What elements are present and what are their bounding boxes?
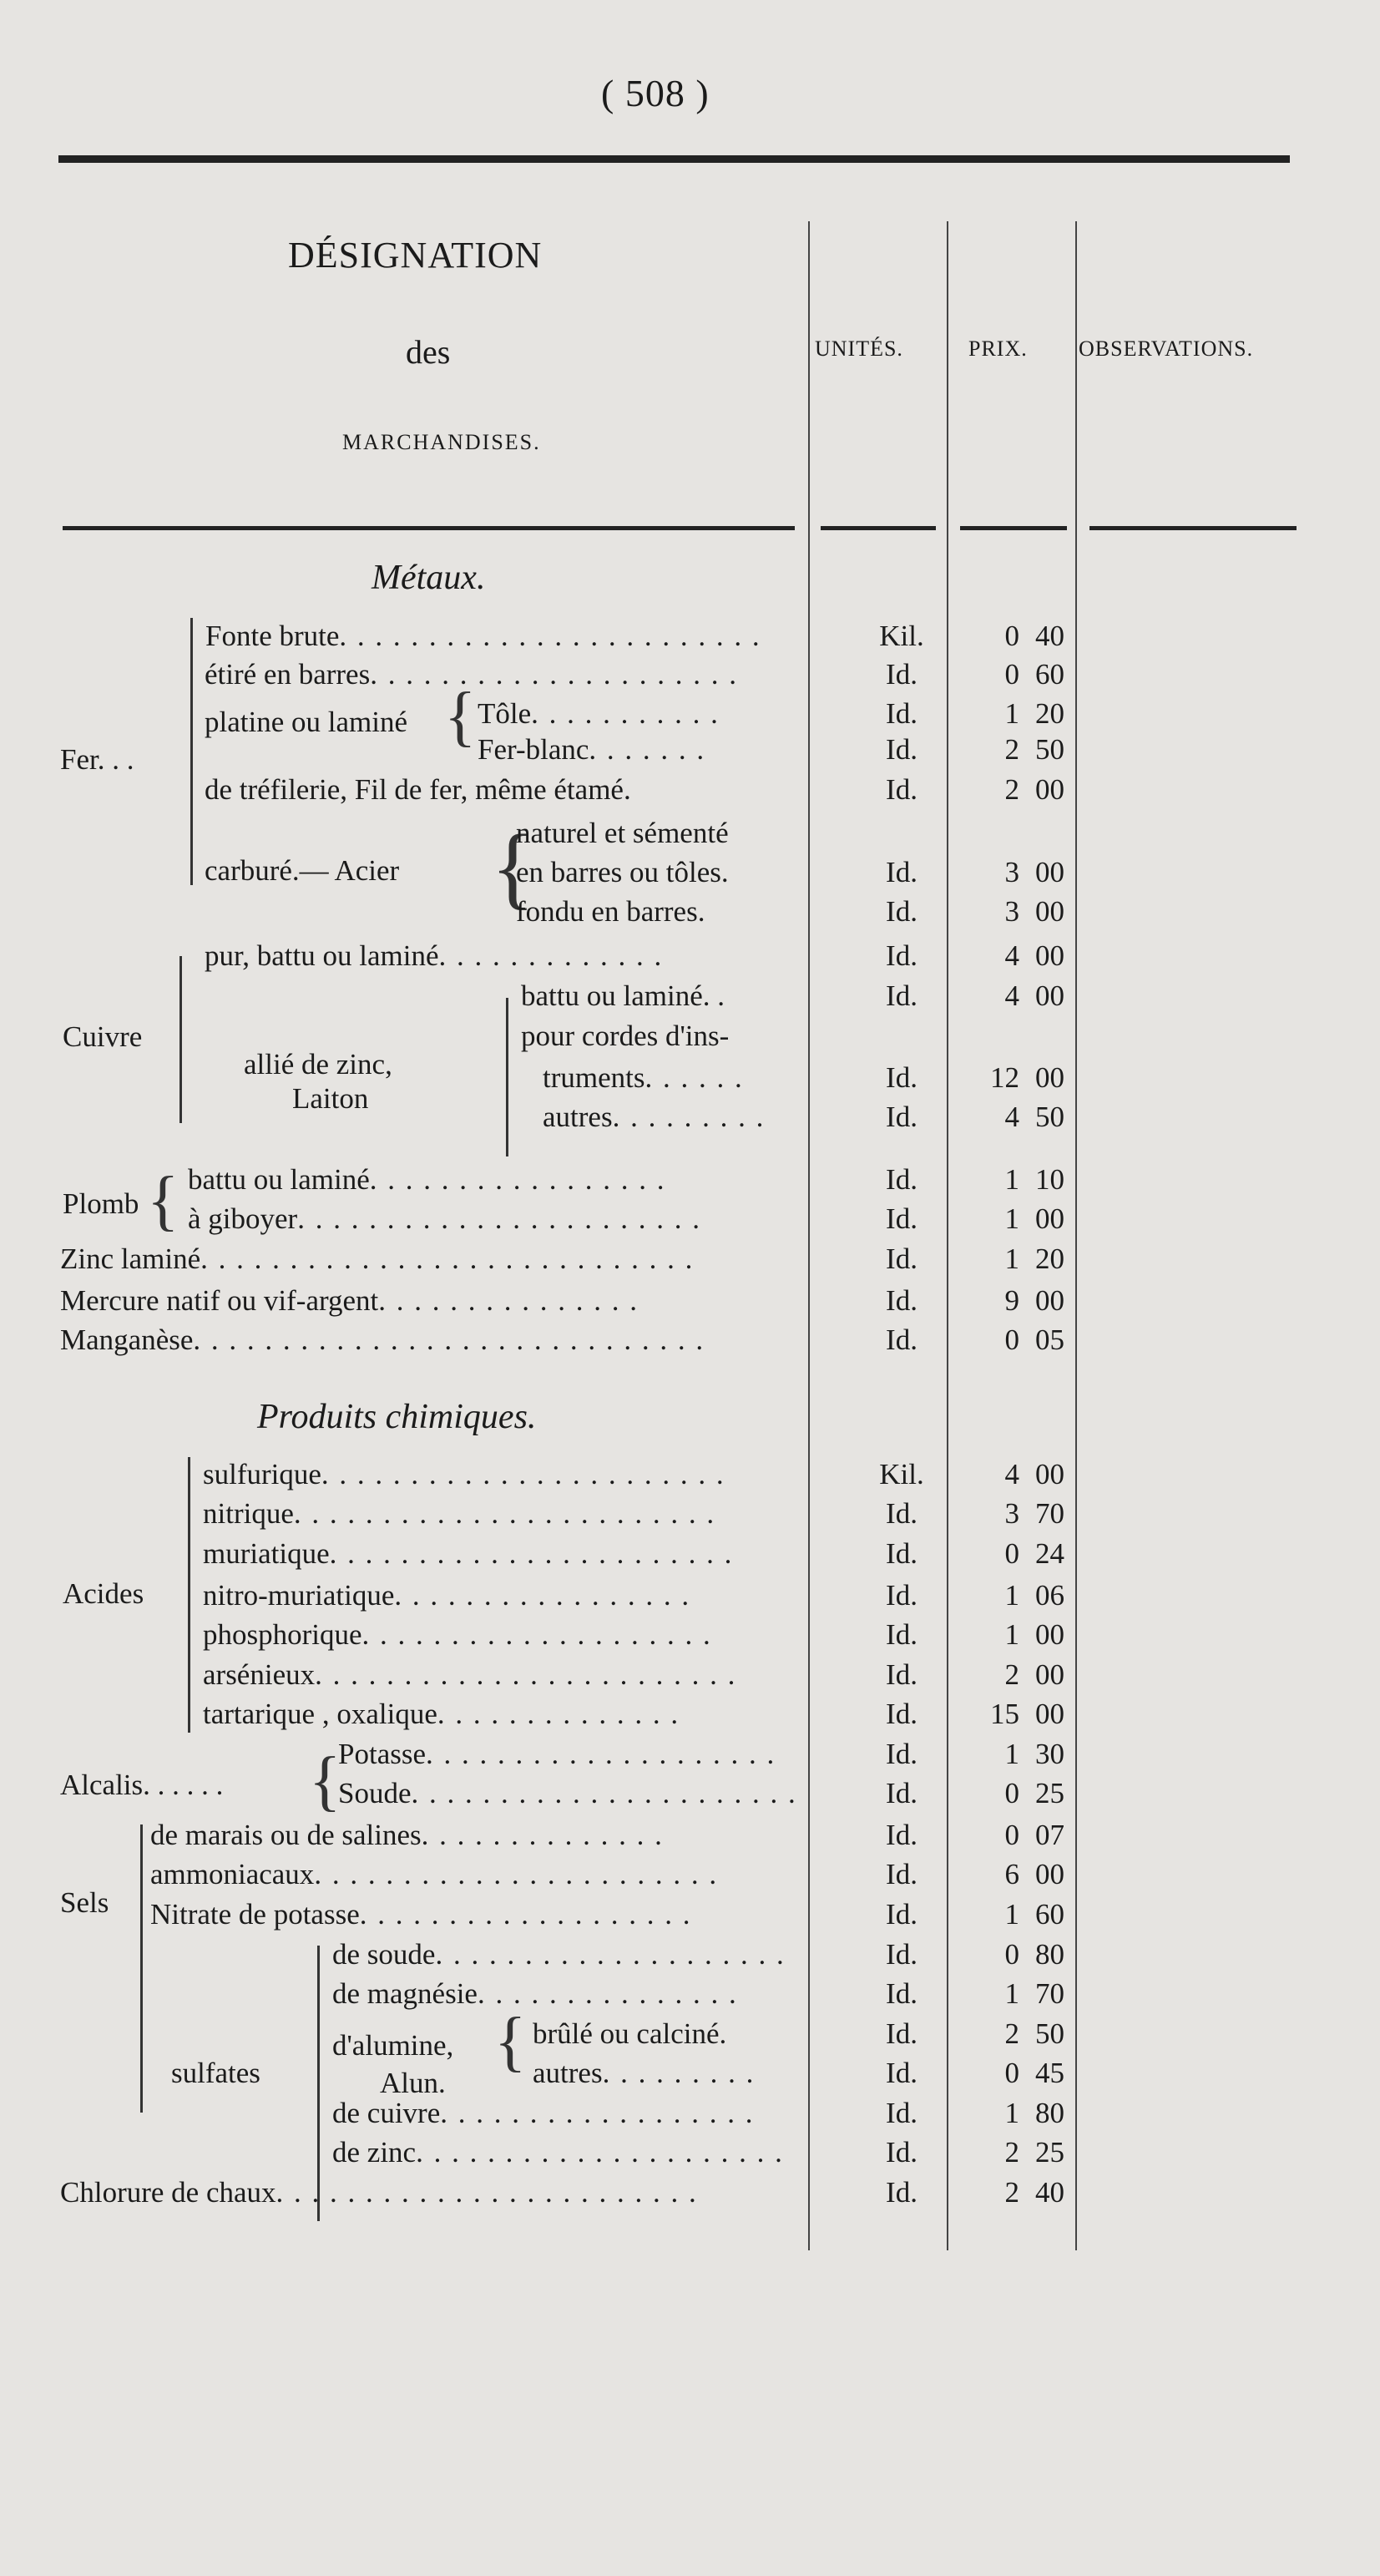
price-int: 1 — [1004, 1579, 1019, 1612]
price-dec: 00 — [1035, 1698, 1064, 1730]
price-dec: 60 — [1035, 658, 1064, 691]
header-observations: OBSERVATIONS. — [1079, 337, 1254, 361]
unit-cell: Id. — [886, 1858, 917, 1890]
page-number: ( 508 ) — [601, 72, 710, 114]
table-row: de magnésie. . . . . . . . . . . . . . . Id. 1 70 — [0, 1975, 1380, 2013]
table-row: Soude. . . . . . . . . . . . . . . . . . . . . . Id. 0 25 — [0, 1774, 1380, 1813]
price-int: 4 — [1004, 1101, 1019, 1133]
unit-cell: Id. — [886, 1579, 917, 1612]
brace-acier: { — [491, 816, 535, 918]
table-row: Manganèse. . . . . . . . . . . . . . . . . . . . . . . . . . . . . Id. 0 05 — [0, 1321, 1380, 1359]
header-des: des — [406, 333, 451, 371]
price-dec: 24 — [1035, 1537, 1064, 1570]
header-designation: DÉSIGNATION — [288, 235, 543, 276]
brace-plomb: { — [147, 1164, 179, 1237]
category-alumine: d'alumine, — [332, 2029, 454, 2062]
price-dec: 10 — [1035, 1163, 1064, 1196]
price-int: 0 — [1004, 2057, 1019, 2089]
price-dec: 80 — [1035, 2097, 1064, 2129]
price-int: 1 — [1004, 1738, 1019, 1770]
category-carbure-acier: carburé.— Acier — [205, 854, 400, 887]
price-dec: 25 — [1035, 1777, 1064, 1809]
price-dec: 00 — [1035, 773, 1064, 806]
table-row: nitro-muriatique. . . . . . . . . . . . . . . . . Id. 1 06 — [0, 1576, 1380, 1615]
price-int: 3 — [1004, 856, 1019, 888]
header-rule — [960, 526, 1067, 530]
price-dec: 45 — [1035, 2057, 1064, 2089]
price-int: 4 — [1004, 939, 1019, 972]
price-int: 2 — [1004, 2136, 1019, 2169]
price-int: 1 — [1004, 2097, 1019, 2129]
table-row: battu ou laminé. . . . . . . . . . . . . . . . . Id. 1 10 — [0, 1161, 1380, 1199]
price-dec: 00 — [1035, 1658, 1064, 1691]
price-dec: 00 — [1035, 979, 1064, 1012]
header-rule — [63, 526, 795, 530]
header-marchandises: MARCHANDISES. — [342, 430, 541, 454]
price-dec: 60 — [1035, 1898, 1064, 1931]
price-dec: 50 — [1035, 1101, 1064, 1133]
price-int: 3 — [1004, 1497, 1019, 1530]
price-dec: 00 — [1035, 1858, 1064, 1890]
table-row: de soude. . . . . . . . . . . . . . . . . . . . Id. 0 80 — [0, 1936, 1380, 1974]
unit-cell: Kil. — [879, 620, 924, 652]
price-int: 3 — [1004, 895, 1019, 928]
table-row: fondu en barres. Id. 3 00 — [0, 893, 1380, 931]
unit-cell: Id. — [886, 1242, 917, 1275]
table-row: Fer-blanc. . . . . . . Id. 2 50 — [0, 731, 1380, 769]
table-row: à giboyer. . . . . . . . . . . . . . . . . . . . . . . Id. 1 00 — [0, 1200, 1380, 1238]
price-dec: 80 — [1035, 1938, 1064, 1971]
table-row: de tréfilerie, Fil de fer, même étamé. Id. 2 00 — [0, 771, 1380, 809]
price-dec: 20 — [1035, 697, 1064, 730]
price-int: 0 — [1004, 1537, 1019, 1570]
unit-cell: Id. — [886, 2097, 917, 2129]
unit-cell: Id. — [886, 856, 917, 888]
unit-cell: Id. — [886, 1658, 917, 1691]
unit-cell: Id. — [886, 1284, 917, 1317]
category-allie-zinc: allié de zinc, — [244, 1048, 392, 1081]
price-dec: 00 — [1035, 1458, 1064, 1490]
table-row: arsénieux. . . . . . . . . . . . . . . . . . . . . . . . Id. 2 00 — [0, 1656, 1380, 1694]
brace-alcalis: { — [309, 1744, 341, 1818]
unit-cell: Id. — [886, 939, 917, 972]
price-int: 12 — [990, 1061, 1019, 1094]
category-sels: Sels — [60, 1886, 109, 1919]
category-platine-lamine: platine ou laminé — [205, 706, 407, 738]
table-row: de zinc. . . . . . . . . . . . . . . . . . . . . Id. 2 25 — [0, 2133, 1380, 2172]
price-dec: 05 — [1035, 1323, 1064, 1356]
price-int: 2 — [1004, 1658, 1019, 1691]
section-metaux: Métaux. — [372, 559, 486, 597]
table-row: Zinc laminé. . . . . . . . . . . . . . . . . . . . . . . . . . . . Id. 1 20 — [0, 1240, 1380, 1278]
price-dec: 00 — [1035, 1202, 1064, 1235]
unit-cell: Id. — [886, 697, 917, 730]
table-row: Potasse. . . . . . . . . . . . . . . . . . . . Id. 1 30 — [0, 1735, 1380, 1774]
table-row: de marais ou de salines. . . . . . . . . . . . . . Id. 0 07 — [0, 1816, 1380, 1855]
category-sulfates: sulfates — [171, 2057, 260, 2089]
price-int: 0 — [1004, 620, 1019, 652]
unit-cell: Id. — [886, 1497, 917, 1530]
table-row: pour cordes d'ins- — [521, 1020, 730, 1052]
price-int: 1 — [1004, 1163, 1019, 1196]
price-int: 1 — [1004, 1242, 1019, 1275]
unit-cell: Id. — [886, 1323, 917, 1356]
table-row: Tôle. . . . . . . . . . . Id. 1 20 — [0, 695, 1380, 733]
category-plomb: Plomb — [63, 1187, 139, 1220]
header-prix: PRIX. — [968, 337, 1028, 361]
table-row: Fonte brute. . . . . . . . . . . . . . . . . . . . . . . . Kil. 0 40 — [0, 617, 1380, 655]
price-dec: 00 — [1035, 1061, 1064, 1094]
header-rule — [821, 526, 936, 530]
price-int: 1 — [1004, 1202, 1019, 1235]
price-int: 0 — [1004, 1938, 1019, 1971]
unit-cell: Id. — [886, 979, 917, 1012]
table-row: phosphorique. . . . . . . . . . . . . . . . . . . . Id. 1 00 — [0, 1616, 1380, 1654]
unit-cell: Id. — [886, 1977, 917, 2010]
table-row: battu ou laminé. . Id. 4 00 — [0, 977, 1380, 1015]
price-dec: 20 — [1035, 1242, 1064, 1275]
unit-cell: Kil. — [879, 1458, 924, 1490]
price-dec: 40 — [1035, 620, 1064, 652]
unit-cell: Id. — [886, 1061, 917, 1094]
unit-cell: Id. — [886, 895, 917, 928]
unit-cell: Id. — [886, 1698, 917, 1730]
price-int: 2 — [1004, 2176, 1019, 2209]
price-dec: 70 — [1035, 1497, 1064, 1530]
unit-cell: Id. — [886, 658, 917, 691]
table-row: étiré en barres. . . . . . . . . . . . . . . . . . . . . Id. 0 60 — [0, 655, 1380, 694]
price-dec: 50 — [1035, 733, 1064, 766]
price-int: 15 — [990, 1698, 1019, 1730]
unit-cell: Id. — [886, 1819, 917, 1851]
table-row: Mercure natif ou vif-argent. . . . . . . . . . . . . . . Id. 9 00 — [0, 1282, 1380, 1320]
table-row: sulfurique. . . . . . . . . . . . . . . . . . . . . . . Kil. 4 00 — [0, 1455, 1380, 1494]
unit-cell: Id. — [886, 733, 917, 766]
price-dec: 00 — [1035, 1284, 1064, 1317]
price-int: 0 — [1004, 658, 1019, 691]
price-int: 2 — [1004, 2017, 1019, 2050]
unit-cell: Id. — [886, 1938, 917, 1971]
price-dec: 30 — [1035, 1738, 1064, 1770]
price-int: 0 — [1004, 1819, 1019, 1851]
unit-cell: Id. — [886, 2017, 917, 2050]
price-dec: 06 — [1035, 1579, 1064, 1612]
brace-alun: { — [494, 2005, 527, 2078]
category-acides: Acides — [63, 1577, 144, 1610]
price-dec: 00 — [1035, 939, 1064, 972]
price-int: 1 — [1004, 1898, 1019, 1931]
table-row: de cuivre. . . . . . . . . . . . . . . . . . Id. 1 80 — [0, 2094, 1380, 2133]
table-row: naturel et sémenté — [516, 817, 729, 849]
header-rule — [1089, 526, 1297, 530]
unit-cell: Id. — [886, 2176, 917, 2209]
price-int: 1 — [1004, 1977, 1019, 2010]
table-row: brûlé ou calciné. Id. 2 50 — [0, 2015, 1380, 2053]
brace-tole: { — [444, 680, 477, 753]
unit-cell: Id. — [886, 1163, 917, 1196]
unit-cell: Id. — [886, 1738, 917, 1770]
unit-cell: Id. — [886, 1101, 917, 1133]
table-row: Nitrate de potasse. . . . . . . . . . . . . . . . . . . Id. 1 60 — [0, 1895, 1380, 1934]
unit-cell: Id. — [886, 2057, 917, 2089]
price-int: 0 — [1004, 1323, 1019, 1356]
price-int: 6 — [1004, 1858, 1019, 1890]
table-row: autres. . . . . . . . . Id. 0 45 — [0, 2054, 1380, 2093]
table-row: autres. . . . . . . . . Id. 4 50 — [0, 1098, 1380, 1136]
price-int: 9 — [1004, 1284, 1019, 1317]
table-row: muriatique. . . . . . . . . . . . . . . . . . . . . . . Id. 0 24 — [0, 1535, 1380, 1573]
table-row: truments. . . . . . Id. 12 00 — [0, 1059, 1380, 1097]
price-int: 2 — [1004, 733, 1019, 766]
price-int: 1 — [1004, 1618, 1019, 1651]
category-cuivre: Cuivre — [63, 1020, 143, 1053]
unit-cell: Id. — [886, 773, 917, 806]
unit-cell: Id. — [886, 1618, 917, 1651]
price-int: 4 — [1004, 1458, 1019, 1490]
price-int: 1 — [1004, 697, 1019, 730]
price-dec: 50 — [1035, 2017, 1064, 2050]
table-row: Chlorure de chaux. . . . . . . . . . . . . . . . . . . . . . . . Id. 2 40 — [0, 2174, 1380, 2212]
category-fer: Fer. . . — [60, 743, 134, 776]
table-row: nitrique. . . . . . . . . . . . . . . . . . . . . . . . Id. 3 70 — [0, 1495, 1380, 1533]
price-dec: 00 — [1035, 895, 1064, 928]
price-dec: 70 — [1035, 1977, 1064, 2010]
price-dec: 00 — [1035, 856, 1064, 888]
price-dec: 25 — [1035, 2136, 1064, 2169]
table-row: en barres ou tôles. Id. 3 00 — [0, 853, 1380, 892]
unit-cell: Id. — [886, 1777, 917, 1809]
unit-cell: Id. — [886, 1537, 917, 1570]
price-dec: 00 — [1035, 1618, 1064, 1651]
table-row: ammoniacaux. . . . . . . . . . . . . . . . . . . . . . . Id. 6 00 — [0, 1855, 1380, 1894]
section-produits-chimiques: Produits chimiques. — [257, 1398, 537, 1436]
table-row: pur, battu ou laminé. . . . . . . . . . . . . Id. 4 00 — [0, 937, 1380, 975]
price-dec: 07 — [1035, 1819, 1064, 1851]
price-dec: 40 — [1035, 2176, 1064, 2209]
price-int: 0 — [1004, 1777, 1019, 1809]
category-alcalis: Alcalis. . . . . . — [60, 1769, 224, 1801]
category-laiton: Laiton — [292, 1082, 369, 1115]
unit-cell: Id. — [886, 2136, 917, 2169]
unit-cell: Id. — [886, 1898, 917, 1931]
price-int: 4 — [1004, 979, 1019, 1012]
top-rule — [58, 155, 1290, 163]
table-row: tartarique , oxalique. . . . . . . . . . . . . . Id. 15 00 — [0, 1695, 1380, 1733]
header-unites: UNITÉS. — [815, 337, 903, 361]
unit-cell: Id. — [886, 1202, 917, 1235]
price-int: 2 — [1004, 773, 1019, 806]
category-alun: Alun. — [380, 2067, 446, 2099]
